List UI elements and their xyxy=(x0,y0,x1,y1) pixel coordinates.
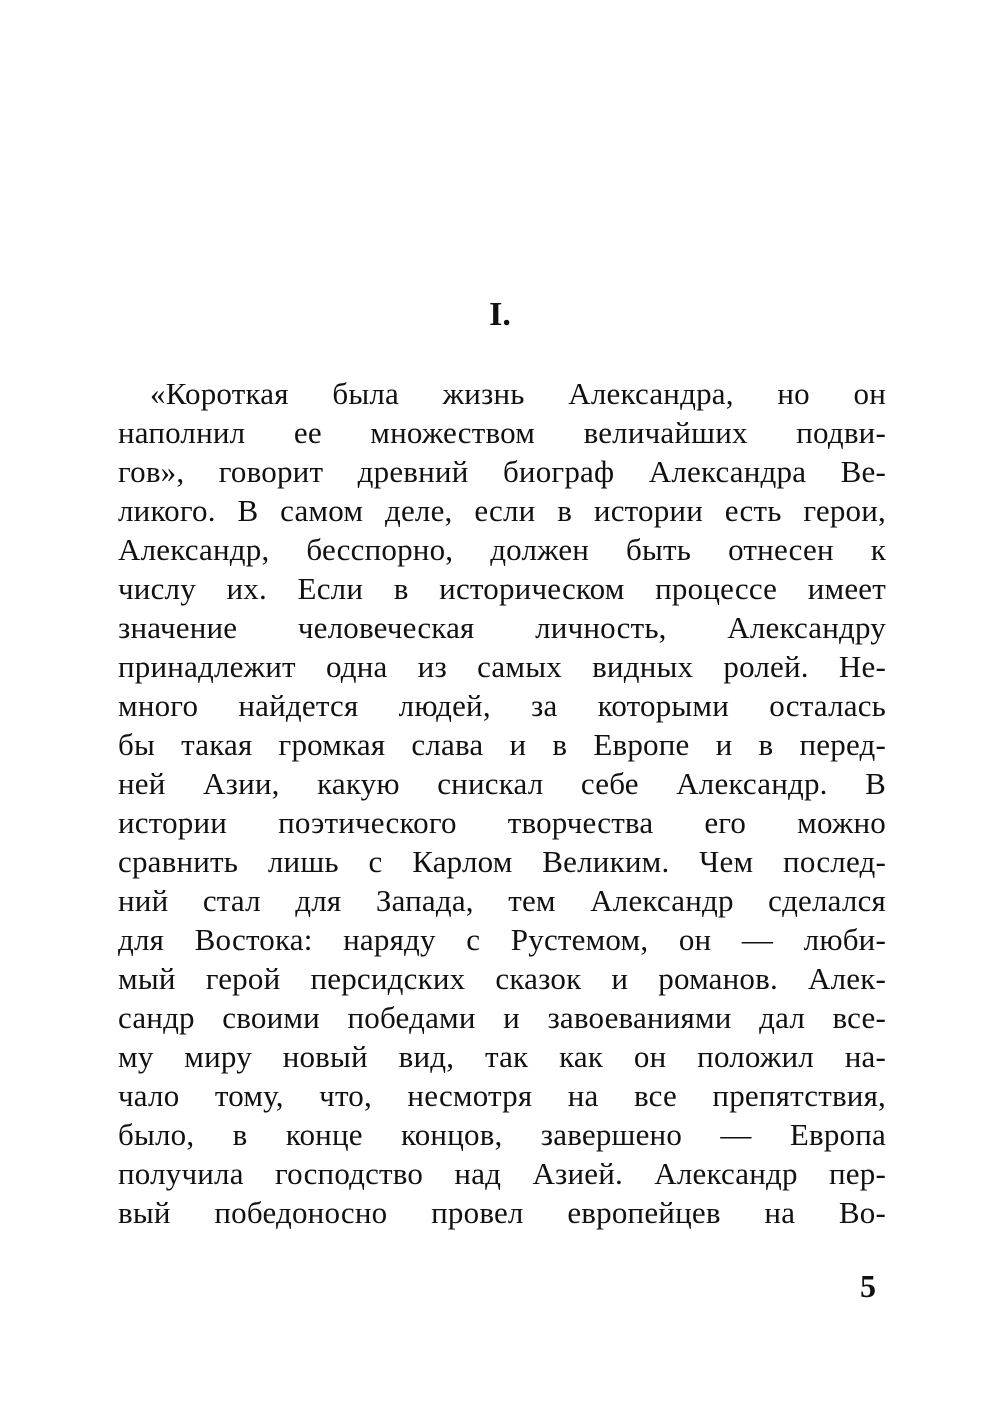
text-line: много найдется людей, за которыми осталась xyxy=(118,688,886,723)
text-line: бы такая громкая слава и в Европе и в перед- xyxy=(118,727,886,762)
text-line: сравнить лишь с Карлом Великим. Чем послед- xyxy=(118,844,886,879)
text-line: гов», говорит древний биограф Александра Ве- xyxy=(118,454,886,489)
body-paragraph xyxy=(118,374,886,1232)
text-line: ликого. В самом деле, если в истории есть герои, xyxy=(118,493,886,528)
text-line: наполнил ее множеством величайших подви- xyxy=(118,415,886,450)
text-line: числу их. Если в историческом процессе имеет xyxy=(118,571,886,606)
text-line: значение человеческая личность, Александру xyxy=(118,610,886,645)
text-line: ней Азии, какую снискал себе Александр. В xyxy=(118,766,886,801)
text-line: мый герой персидских сказок и романов. Алек- xyxy=(118,961,886,996)
text-line: для Востока: наряду с Рустемом, он — люби- xyxy=(118,922,886,957)
text-line: сандр своими победами и завоеваниями дал все- xyxy=(118,1000,886,1035)
text-line: Александр, бесспорно, должен быть отнесен к xyxy=(118,532,886,567)
text-line: принадлежит одна из самых видных ролей. Не- xyxy=(118,649,886,684)
text-line: «Короткая была жизнь Александра, но он xyxy=(150,376,886,411)
text-line: получила господство над Азией. Александр пер- xyxy=(118,1156,886,1191)
page-number: 5 xyxy=(860,1268,876,1304)
chapter-heading: I. xyxy=(489,296,511,333)
text-line: чало тому, что, несмотря на все препятствия, xyxy=(118,1078,886,1113)
text-line: му миру новый вид, так как он положил на- xyxy=(118,1039,886,1074)
text-line: истории поэтического творчества его можно xyxy=(118,805,886,840)
text-line: вый победоносно провел европейцев на Во- xyxy=(118,1195,886,1230)
text-line: ний стал для Запада, тем Александр сделался xyxy=(118,883,886,918)
text-line: было, в конце концов, завершено — Европа xyxy=(118,1117,886,1152)
